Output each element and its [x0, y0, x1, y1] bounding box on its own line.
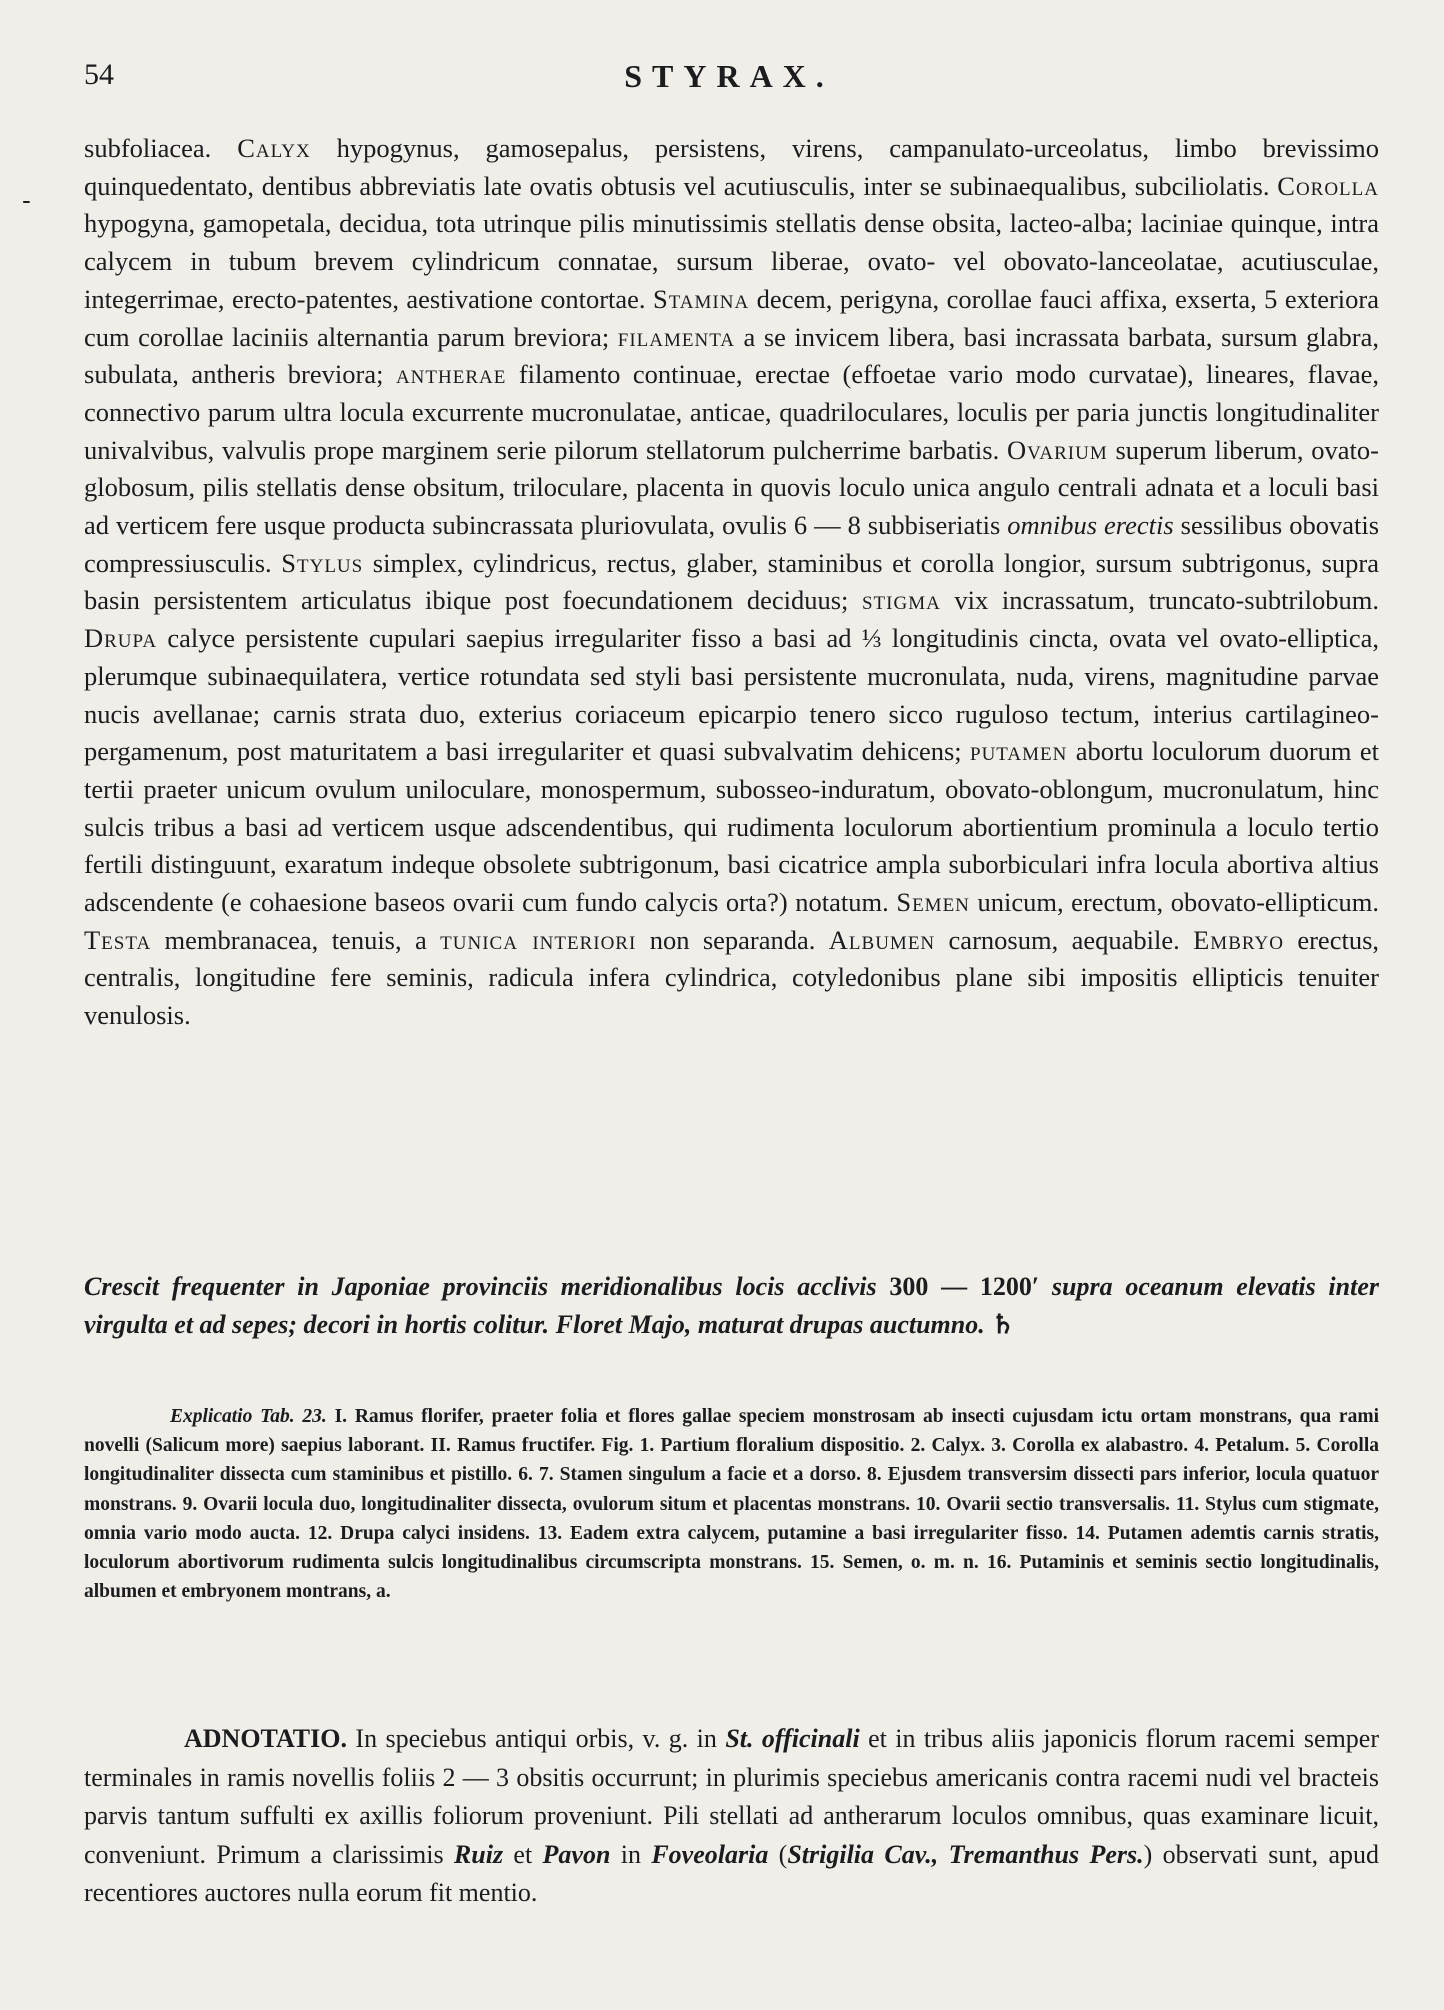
explicatio-lead: Explicatio Tab. 23.: [170, 1406, 327, 1427]
term-ovarium: Ovarium: [1006, 434, 1108, 465]
running-title: STYRAX.: [624, 58, 834, 94]
text-run: (: [768, 1839, 788, 1869]
genus-description: [84, 130, 1379, 1035]
text-run: et: [503, 1839, 543, 1869]
term-filamenta: filamenta: [617, 321, 736, 352]
text-run: vix incrassatum, truncato-subtrilobum.: [940, 585, 1379, 616]
term-corolla: Corolla: [1277, 170, 1379, 201]
term-stigma: stigma: [861, 585, 941, 616]
term-calyx: Calyx: [237, 133, 311, 163]
text-run: hypogynus, gamosepalus, persistens, virens, campanulato-urceolatus, limbo brevissimo quinquedentato, dentibus abbreviatis late ovatis obtusis vel acutiusculis, inter se subinaequalibus, subciliolatis.: [84, 133, 1379, 201]
term-stamina: Stamina: [652, 283, 750, 314]
page-number: 54: [84, 58, 114, 91]
altitude-range: 300 — 1200′: [889, 1272, 1040, 1301]
text-run: non separanda.: [636, 924, 829, 955]
term-antherae: antherae: [395, 359, 507, 390]
text-run: unicum, erectum, obovato-ellipticum.: [969, 887, 1379, 918]
genus-name: Foveolaria: [651, 1839, 769, 1869]
text-run: sessilibus obovatis compressiusculis.: [84, 510, 1380, 578]
text-run: subfoliacea.: [84, 133, 238, 163]
term-putamen: putamen: [970, 736, 1068, 767]
text-run: simplex, cylindricus, rectus, glaber, staminibus et corolla longior, sursum subtrigonus, supra basin persistentem articulatus ibique post foecundationem deciduus;: [84, 547, 1380, 616]
term-testa: Testa: [84, 924, 152, 955]
plate-explanation: [84, 1402, 1379, 1606]
adnotatio-paragraph: [84, 1720, 1379, 1913]
term-embryo: Embryo: [1193, 924, 1284, 955]
text-run: erectus, centralis, longitudine fere seminis, radicula infera cylindrica, cotyledonibus plane sibi impositis ellipticis tenuiter venulosis.: [84, 924, 1380, 1031]
synonym-names: Strigilia Cav., Tremanthus Pers.: [787, 1839, 1144, 1869]
adnotatio-heading: ADNOTATIO.: [184, 1724, 347, 1753]
text-run: superum liberum, ovato-globosum, pilis stellatis dense obsitum, triloculare, placenta in quovis loculo unica angulo centrali adnata et a loculi basi ad verticem fere usque producta subincrassata pluriovulata, ovulis 6 — 8 subbiseriatis: [84, 434, 1379, 541]
text-run: ) observati sunt, apud recentiores auctores nulla eorum fit mentio.: [84, 1839, 1379, 1907]
term-albumen: Albumen: [828, 924, 936, 955]
text-run: et in tribus aliis japonicis florum racemi semper terminales in ramis novellis foliis 2 — 3 obsitis occurrunt; in plurimis speciebus americanis contra racemi nudi vel bracteis parvis tantum suffulti ex axillis foliorum proveniunt. Pili stellati ad antherarum loculos omnibus, quas examinare licuit, conveniunt. Primum a clarissimis: [84, 1724, 1379, 1869]
emphasis-omnibus-erectis: omnibus erectis: [1007, 510, 1174, 541]
text-run: carnosum, aequabile.: [935, 924, 1194, 955]
text-run: abortu loculorum duorum et tertii praeter unicum ovulum uniloculare, monospermum, subosseo-induratum, obovato-oblongum, mucronulatum, hinc sulcis tribus a basi ad verticem usque adscendentibus, qui rudimenta loculorum abortientium prominula a loculo tertio fertili distinguunt, exaratum indeque obsolete subtrigonum, basi cicatrice ampla suborbiculari infra locula abortiva altius adscendente (e cohaesione baseos ovarii cum fundo calycis orta?) notatum.: [84, 736, 1379, 918]
text-run: decem, perigyna, corollae fauci affixa, exserta, 5 exteriora cum corollae laciniis alternantia parum breviora;: [84, 283, 1379, 352]
habitat-text: supra oceanum elevatis inter virgulta et ad sepes; decori in hortis colitur. Floret Majo, maturat drupas auctumno.: [84, 1272, 1380, 1339]
explicatio-text: I. Ramus florifer, praeter folia et flores gallae speciem monstrosam ab insecti cujusdam ictu ortam monstrans, qua rami novelli (Salicum more) saepius laborant. II. Ramus fructifer. Fig. 1. Partium floralium dispositio. 2. Calyx. 3. Corolla ex alabastro. 4. Petalum. 5. Corolla longitudinaliter dissecta cum staminibus et pistillo. 6. 7. Stamen singulum a facie et a dorso. 8. Ejusdem transversim dissecti pars inferior, locula quatuor monstrans. 9. Ovarii locula duo, longitudinaliter dissecta, ovulorum situm et placentas monstrans. 10. Ovarii sectio transversalis. 11. Stylus cum stigmate, omnia vario modo aucta. 12. Drupa calyci insidens. 13. Eadem extra calycem, putamine a basi irregulariter fisso. 14. Putamen ademtis carnis stratis, loculorum abortivorum rudimenta sulcis longitudinalibus circumscripta monstrans. 15. Semen, o. m. n. 16. Putaminis et seminis sectio longitudinalis, albumen et embryonem montrans, a.: [84, 1406, 1379, 1603]
shrub-symbol-icon: ♄: [991, 1310, 1015, 1339]
term-semen: Semen: [896, 887, 970, 918]
text-run: filamento continuae, erectae (effoetae vario modo curvatae), lineares, flavae, connectivo parum ultra locula excurrente mucronulatae, anticae, quadriloculares, loculis per paria junctis longitudinaliter univalvibus, valvulis prope marginem serie pilorum stellatorum pulcherrime barbatis.: [84, 359, 1379, 465]
author-name: Pavon: [542, 1839, 611, 1869]
habitat-text: Crescit frequenter in Japoniae provinciis meridionalibus locis acclivis: [84, 1272, 890, 1301]
text-run: calyce persistente cupulari saepius irregulariter fisso a basi ad ⅓ longitudinis cincta, ovata vel ovato-elliptica, plerumque subinaequilatera, vertice rotundata sed styli basi persistente mucronulata, nuda, virens, magnitudine parvae nucis avellanae; carnis strata duo, exterius coriaceum epicarpio tenero sicco ruguloso tectum, interius cartilagineo-pergamenum, post maturitatem a basi irregulariter et quasi subvalvatim dehicens;: [84, 623, 1379, 767]
margin-mark: -: [22, 186, 31, 216]
page-header: [84, 58, 1374, 108]
text-run: In speciebus antiqui orbis, v. g. in: [347, 1724, 726, 1753]
text-run: membranacea, tenuis, a: [151, 924, 441, 955]
term-stylus: Stylus: [281, 547, 364, 578]
text-run: a se invicem libera, basi incrassata barbata, sursum glabra, subulata, antheris breviora;: [84, 321, 1379, 390]
term-drupa: Drupa: [84, 623, 158, 654]
author-name: Ruiz: [453, 1839, 504, 1869]
term-tunica-interiori: tunica interiori: [440, 924, 637, 955]
text-run: hypogyna, gamopetala, decidua, tota utrinque pilis minutissimis stellatis dense obsita, lacteo-alba; laciniae quinque, intra calycem in tubum brevem cylindricum connatae, sursum liberae, ovato- vel obovato-lanceolatae, acutiusculae, integerrimae, erecto-patentes, aestivatione contortae.: [84, 208, 1379, 314]
habitat-paragraph: [84, 1268, 1379, 1344]
text-run: in: [610, 1839, 652, 1869]
species-name: St. officinali: [725, 1724, 860, 1753]
